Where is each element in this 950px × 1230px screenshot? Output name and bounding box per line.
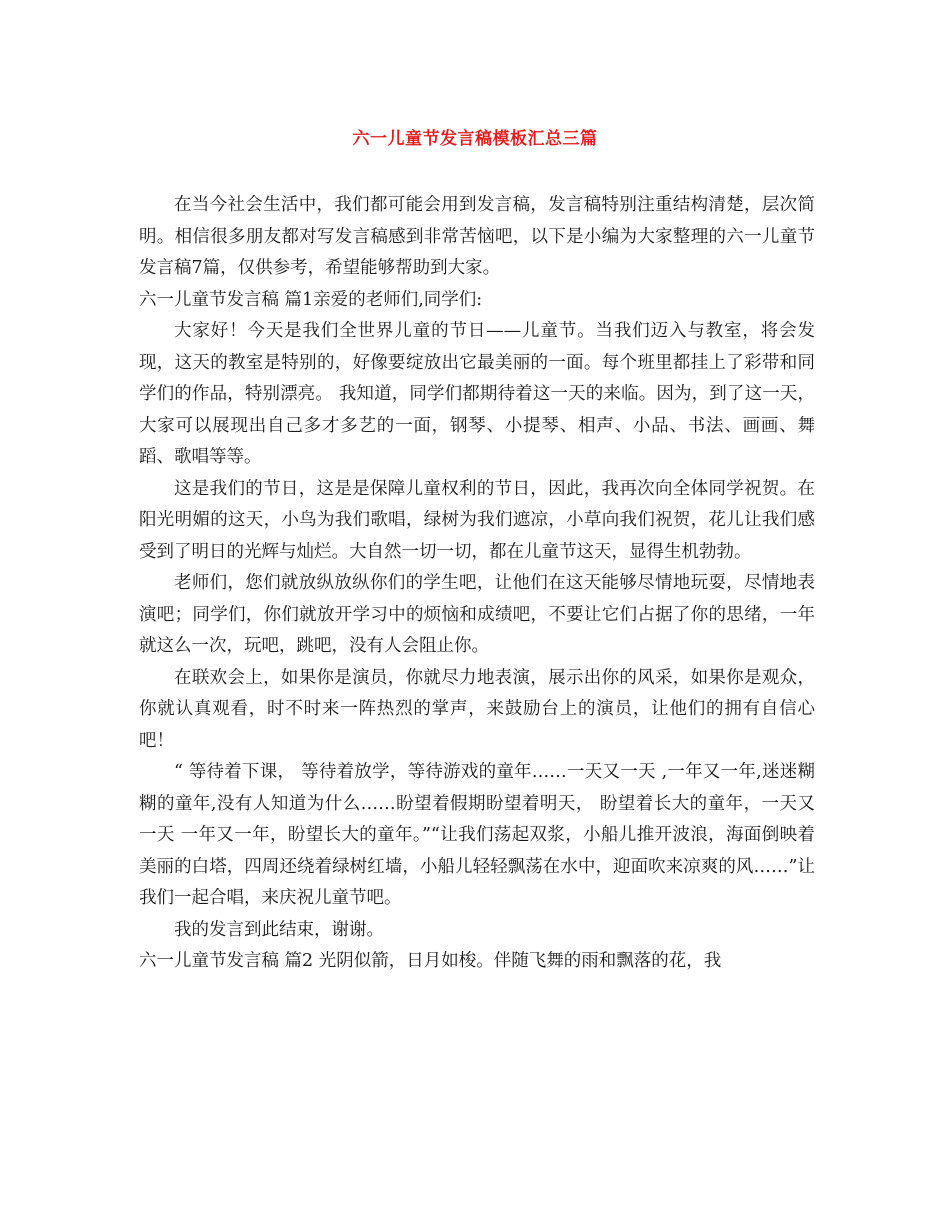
paragraph: 这是我们的节日，这是是保障儿童权利的节日，因此，我再次向全体同学祝贺。在阳光明媚的这天，小鸟为我们歌唱，绿树为我们遮凉，小草向我们祝贺，花儿让我们感受到了明日的光辉与灿烂。大自然一切一切，都在儿童节这天，显得生机勃勃。 [139, 478, 815, 562]
document-title: 六一儿童节发言稿模板汇总三篇 [352, 129, 598, 149]
paragraph: 在联欢会上，如果你是演员，你就尽力地表演，展示出你的风采，如果你是观众，你就认真观看，时不时来一阵热烈的掌声，来鼓励台上的演员，让他们的拥有自信心吧！ [139, 667, 815, 751]
section-heading-1: 六一儿童节发言稿 篇1亲爱的老师们,同学们: [139, 289, 483, 310]
paragraph-intro: 在当今社会生活中，我们都可能会用到发言稿，发言稿特别注重结构清楚，层次简明。相信很多朋友都对写发言稿感到非常苦恼吧，以下是小编为大家整理的六一儿童节发言稿7篇，仅供参考，希望能够帮助到大家。 [139, 195, 815, 278]
paragraph: 大家好！今天是我们全世界儿童的节日——儿童节。当我们迈入与教室，将会发现，这天的教室是特别的，好像要绽放出它最美丽的一面。每个班里都挂上了彩带和同学们的作品，特别漂亮。 我知道，同学们都期待着这一天的来临。因为，到了这一天，大家可以展现出自己多才多艺的一面，钢琴、小提琴、相声、小品、书法、画画、舞蹈、歌唱等等。 [139, 321, 815, 467]
paragraph-song-quote: “ 等待着下课， 等待着放学，等待游戏的童年……一天又一天 ,一年又一年,迷迷糊糊的童年,没有人知道为什么……盼望着假期盼望着明天， 盼望着长大的童年，一天又一天 一年又一年，盼望长大的童年。”“让我们荡起双浆，小船儿推开波浪，海面倒映着美丽的白塔，四周还绕着绿树红墙，小船儿轻轻飘荡在水中，迎面吹来凉爽的风……”让我们一起合唱，来庆祝儿童节吧。 [139, 762, 815, 908]
paragraph-closing: 我的发言到此结束，谢谢。 [174, 919, 384, 940]
paragraph: 老师们，您们就放纵放纵你们的学生吧，让他们在这天能够尽情地玩耍，尽情地表演吧；同学们，你们就放开学习中的烦恼和成绩吧，不要让它们占据了你的思绪，一年就这么一次，玩吧，跳吧，没有人会阻止你。 [139, 573, 815, 656]
document-body [139, 190, 815, 978]
section-heading-2: 六一儿童节发言稿 篇2 光阴似箭，日月如梭。伴随飞舞的雨和飘落的花，我 [139, 951, 722, 971]
